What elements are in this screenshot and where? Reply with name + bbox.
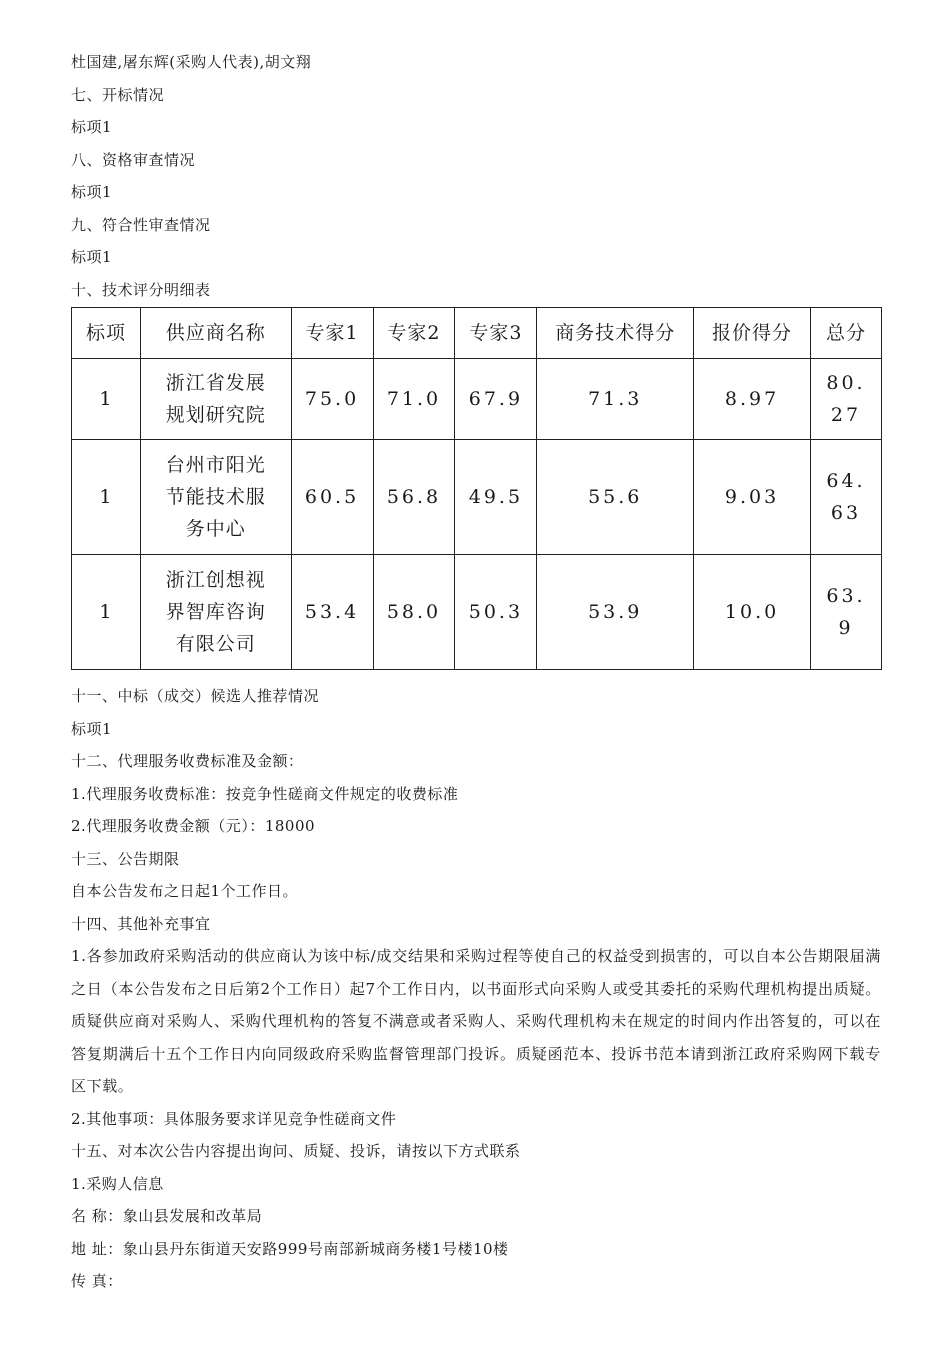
cell-total (810, 359, 881, 440)
cell-supplier (140, 359, 291, 440)
supplier-line: 规划研究院 (165, 404, 266, 426)
total-line: 64. (826, 470, 866, 492)
cell-expert2: 56.8 (373, 440, 455, 555)
technical-score-table (71, 307, 882, 670)
header-expert2: 专家2 (373, 308, 455, 359)
section-8-title: 八、资格审查情况 (71, 150, 196, 169)
section-9-lot: 标项1 (71, 248, 113, 266)
cell-business-tech: 71.3 (537, 359, 694, 440)
cell-supplier (140, 555, 291, 670)
section-13-title: 十三、公告期限 (71, 849, 180, 868)
notice-period: 自本公告发布之日起1个工作日。 (71, 882, 299, 900)
cell-expert1: 53.4 (291, 555, 373, 670)
other-matters: 2.其他事项：具体服务要求详见竞争性磋商文件 (71, 1109, 397, 1128)
section-11-title: 十一、中标（成交）候选人推荐情况 (71, 687, 320, 705)
table-row (72, 440, 882, 555)
cell-business-tech: 55.6 (537, 440, 694, 555)
cell-supplier (140, 440, 291, 555)
supplier-line: 浙江创想视 (165, 569, 266, 591)
total-line: 80. (826, 372, 866, 394)
section-15-title: 十五、对本次公告内容提出询问、质疑、投诉，请按以下方式联系 (71, 1142, 521, 1160)
header-business-tech: 商务技术得分 (537, 308, 694, 359)
header-expert1: 专家1 (291, 308, 373, 359)
header-supplier: 供应商名称 (140, 308, 291, 359)
purchaser-fax: 传 真： (71, 1272, 123, 1290)
section-7-lot: 标项1 (71, 118, 113, 136)
cell-expert1: 75.0 (291, 359, 373, 440)
committee-members: 杜国建,屠东辉(采购人代表),胡文翔 (71, 53, 312, 71)
header-lot: 标项 (72, 308, 141, 359)
section-8-lot: 标项1 (71, 183, 113, 201)
cell-lot: 1 (72, 359, 141, 440)
cell-expert3: 50.3 (455, 555, 537, 670)
supplier-line: 节能技术服 (165, 486, 266, 508)
purchaser-name: 名 称：象山县发展和改革局 (71, 1207, 263, 1225)
supplier-line: 台州市阳光 (165, 454, 266, 476)
supplier-line: 务中心 (185, 518, 246, 540)
total-line: 63. (826, 585, 866, 607)
cell-lot: 1 (72, 440, 141, 555)
section-9-title: 九、符合性审查情况 (71, 215, 211, 234)
total-line: 9 (838, 617, 854, 639)
cell-expert1: 60.5 (291, 440, 373, 555)
complaint-paragraph: 1.各参加政府采购活动的供应商认为该中标/成交结果和采购过程等使自己的权益受到损害的，可以自本公告期限届满之日（本公告发布之日后第2个工作日）起7个工作日内，以书面形式向采购人或受其委托的采购代理机构提出质疑。质疑供应商对采购人、采购代理机构的答复不满意或者采购人、采购代理机构未在规定的时间内作出答复的，可以在答复期满后十五个工作日内向同级政府采购监督管理部门投诉。质疑函范本、投诉书范本请到浙江政府采购网下载专区下载。 (71, 947, 881, 1095)
cell-expert2: 58.0 (373, 555, 455, 670)
header-price: 报价得分 (694, 308, 811, 359)
cell-expert3: 49.5 (455, 440, 537, 555)
section-10-title: 十、技术评分明细表 (71, 280, 211, 299)
cell-expert3: 67.9 (455, 359, 537, 440)
table-header-row (72, 308, 882, 359)
section-14-title: 十四、其他补充事宜 (71, 914, 211, 933)
cell-total (810, 555, 881, 670)
document-page (71, 46, 881, 1298)
cell-price: 10.0 (694, 555, 811, 670)
section-11-lot: 标项1 (71, 719, 113, 738)
supplier-line: 有限公司 (175, 633, 256, 655)
section-12-title: 十二、代理服务收费标准及金额： (71, 752, 304, 770)
purchaser-info-heading: 1.采购人信息 (71, 1174, 164, 1193)
header-total: 总分 (810, 308, 881, 359)
cell-price: 9.03 (694, 440, 811, 555)
table-row (72, 555, 882, 670)
purchaser-address: 地 址：象山县丹东街道天安路999号南部新城商务楼1号楼10楼 (71, 1239, 509, 1258)
total-line: 63 (830, 502, 862, 524)
fee-standard: 1.代理服务收费标准：按竞争性磋商文件规定的收费标准 (71, 784, 459, 803)
cell-price: 8.97 (694, 359, 811, 440)
cell-lot: 1 (72, 555, 141, 670)
cell-business-tech: 53.9 (537, 555, 694, 670)
supplier-line: 界智库咨询 (165, 601, 266, 623)
header-expert3: 专家3 (455, 308, 537, 359)
cell-expert2: 71.0 (373, 359, 455, 440)
total-line: 27 (830, 404, 862, 426)
cell-total (810, 440, 881, 555)
section-7-title: 七、开标情况 (71, 85, 165, 104)
fee-amount: 2.代理服务收费金额（元）：18000 (71, 817, 316, 835)
supplier-line: 浙江省发展 (165, 372, 266, 394)
table-row (72, 359, 882, 440)
